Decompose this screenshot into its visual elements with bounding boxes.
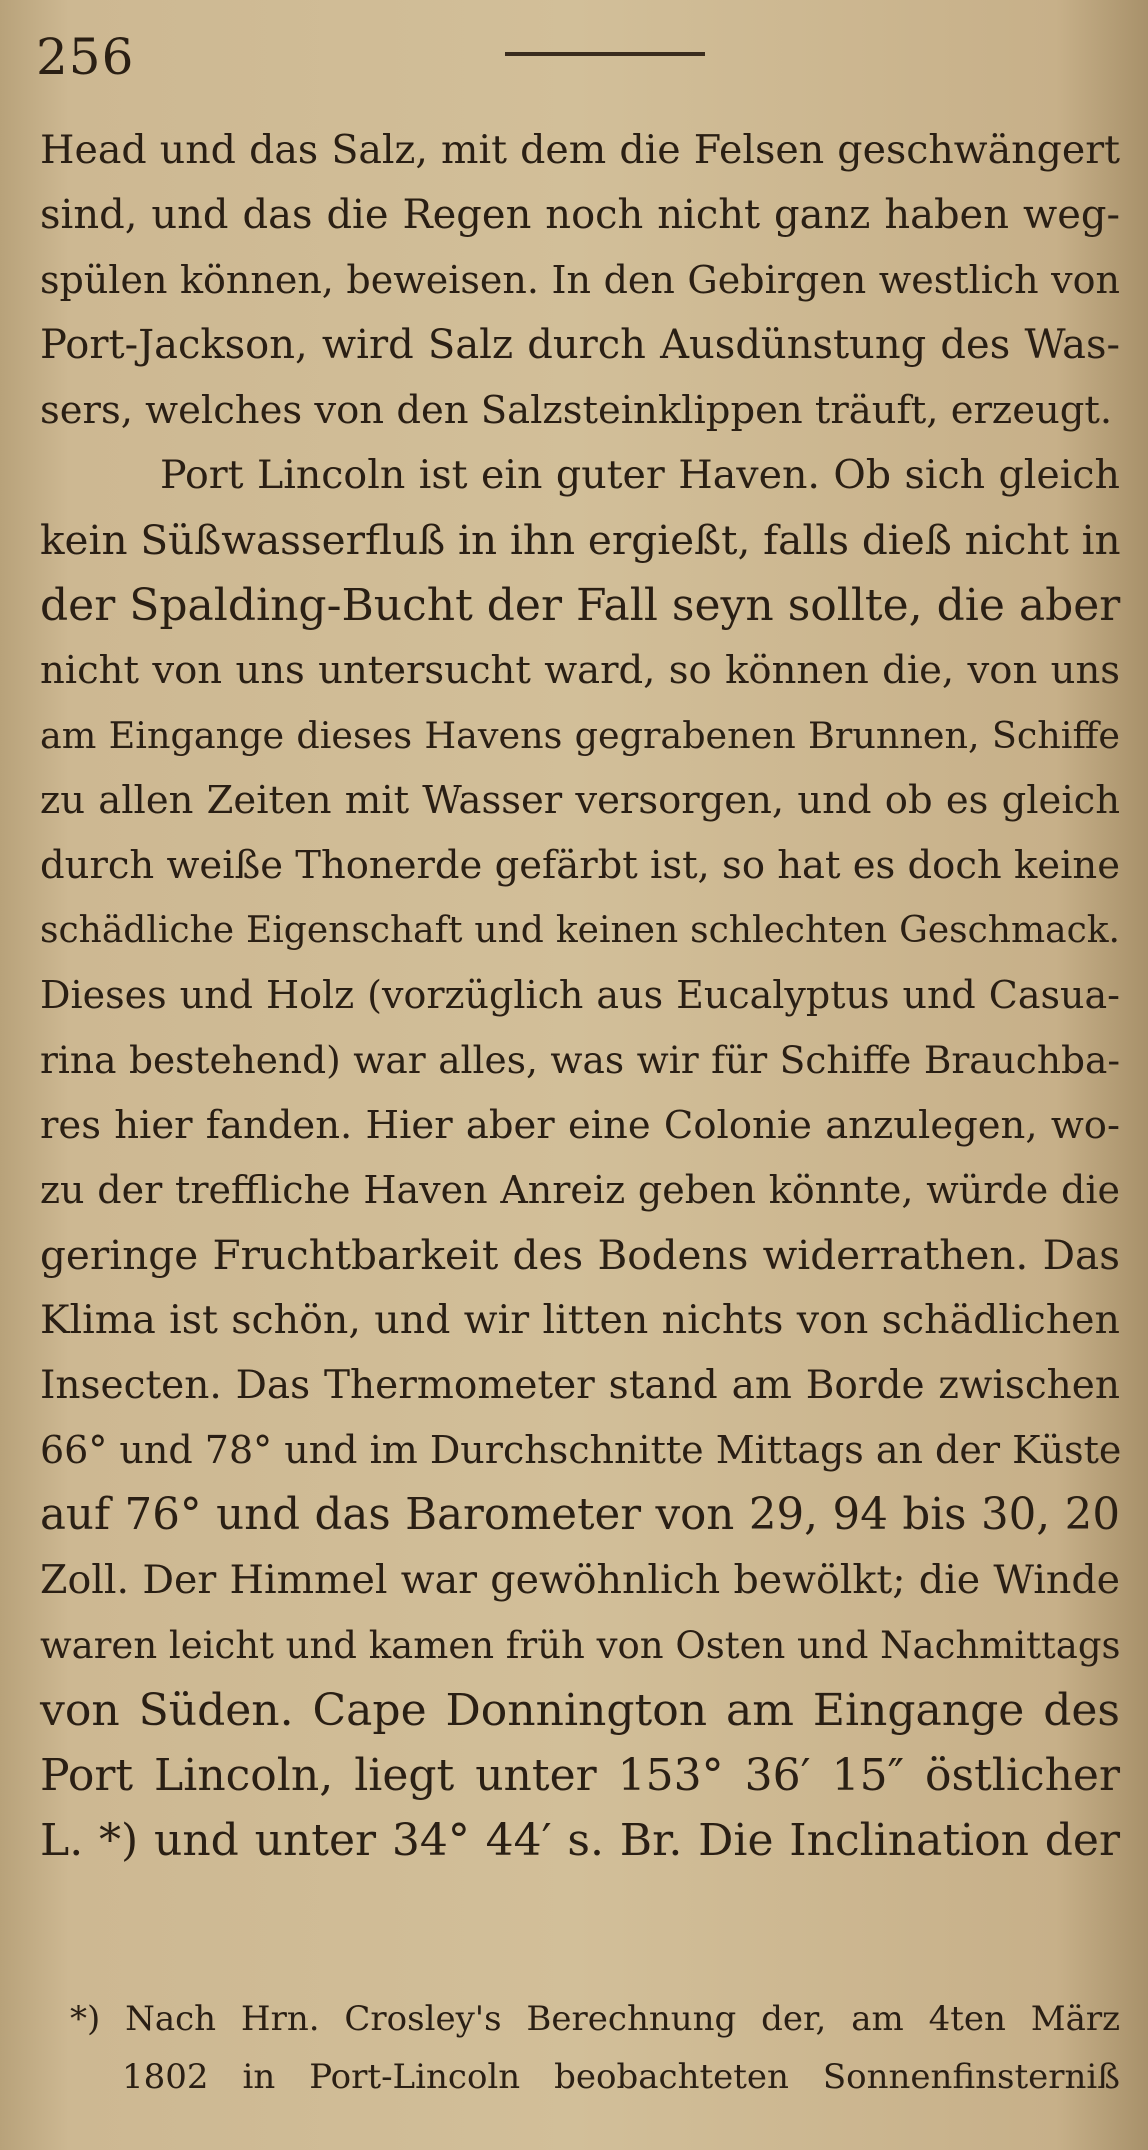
text-line: zu der treffliche Haven Anreiz geben könnte, würde die bbox=[40, 1168, 1120, 1212]
text-line: der Spalding-Bucht der Fall seyn sollte, die aber bbox=[40, 580, 1121, 631]
text-line: rina bestehend) war alles, was wir für Schiffe Brauchba- bbox=[40, 1038, 1120, 1082]
text-line: durch weiße Thonerde gefärbt ist, so hat es doch keine bbox=[40, 843, 1120, 888]
text-line: Port Lincoln, liegt unter 153° 36′ 15″ östlicher bbox=[40, 1750, 1120, 1801]
text-line: Klima ist schön, und wir litten nichts von schädlichen bbox=[40, 1297, 1120, 1343]
body-text bbox=[40, 118, 1120, 1873]
text-line: spülen können, beweisen. In den Gebirgen westlich von bbox=[40, 258, 1120, 302]
text-line: auf 76° und das Barometer von 29, 94 bis 30, 20 bbox=[40, 1490, 1120, 1540]
text-line: waren leicht und kamen früh von Osten und Nachmittags bbox=[40, 1624, 1121, 1667]
text-line: Port Lincoln ist ein guter Haven. Ob sich gleich bbox=[160, 452, 1120, 498]
text-line: Port-Jackson, wird Salz durch Ausdünstung des Was- bbox=[40, 322, 1120, 368]
text-line: Insecten. Das Thermometer stand am Borde zwischen bbox=[40, 1363, 1120, 1408]
text-line: kein Süßwasserfluß in ihn ergießt, falls dieß nicht in bbox=[40, 516, 1121, 564]
text-line: Zoll. Der Himmel war gewöhnlich bewölkt; die Winde bbox=[40, 1557, 1120, 1603]
text-line: von Süden. Cape Donnington am Eingange des bbox=[40, 1685, 1120, 1736]
page-number: 256 bbox=[36, 28, 135, 86]
text-line: sind, und das die Regen noch nicht ganz haben weg- bbox=[40, 192, 1120, 238]
text-line: schädliche Eigenschaft und keinen schlechten Geschmack. bbox=[40, 910, 1120, 951]
footnote-line: *) Nach Hrn. Crosley's Berechnung der, am 4ten März bbox=[70, 1999, 1120, 2039]
text-line: geringe Fruchtbarkeit des Bodens widerrathen. Das bbox=[40, 1231, 1120, 1279]
header-rule bbox=[505, 52, 705, 56]
footnote bbox=[40, 1990, 1120, 2106]
text-line: nicht von uns untersucht ward, so können die, von uns bbox=[40, 648, 1120, 693]
text-line: res hier fanden. Hier aber eine Colonie anzulegen, wo- bbox=[40, 1103, 1120, 1148]
text-line: Head und das Salz, mit dem die Felsen geschwängert bbox=[40, 127, 1120, 173]
text-line: L. *) und unter 34° 44′ s. Br. Die Inclination der bbox=[40, 1815, 1120, 1866]
text-line: zu allen Zeiten mit Wasser versorgen, und ob es gleich bbox=[40, 778, 1120, 823]
text-line: 66° und 78° und im Durchschnitte Mittags an der Küste bbox=[40, 1428, 1122, 1472]
text-line: am Eingange dieses Havens gegrabenen Brunnen, Schiffe bbox=[40, 714, 1120, 757]
footnote-line: 1802 in Port-Lincoln beobachteten Sonnenfinsterniß bbox=[122, 2057, 1120, 2097]
text-line: sers, welches von den Salzsteinklippen träuft, erzeugt. bbox=[40, 388, 1113, 433]
text-line: Dieses und Holz (vorzüglich aus Eucalyptus und Casua- bbox=[40, 973, 1120, 1017]
